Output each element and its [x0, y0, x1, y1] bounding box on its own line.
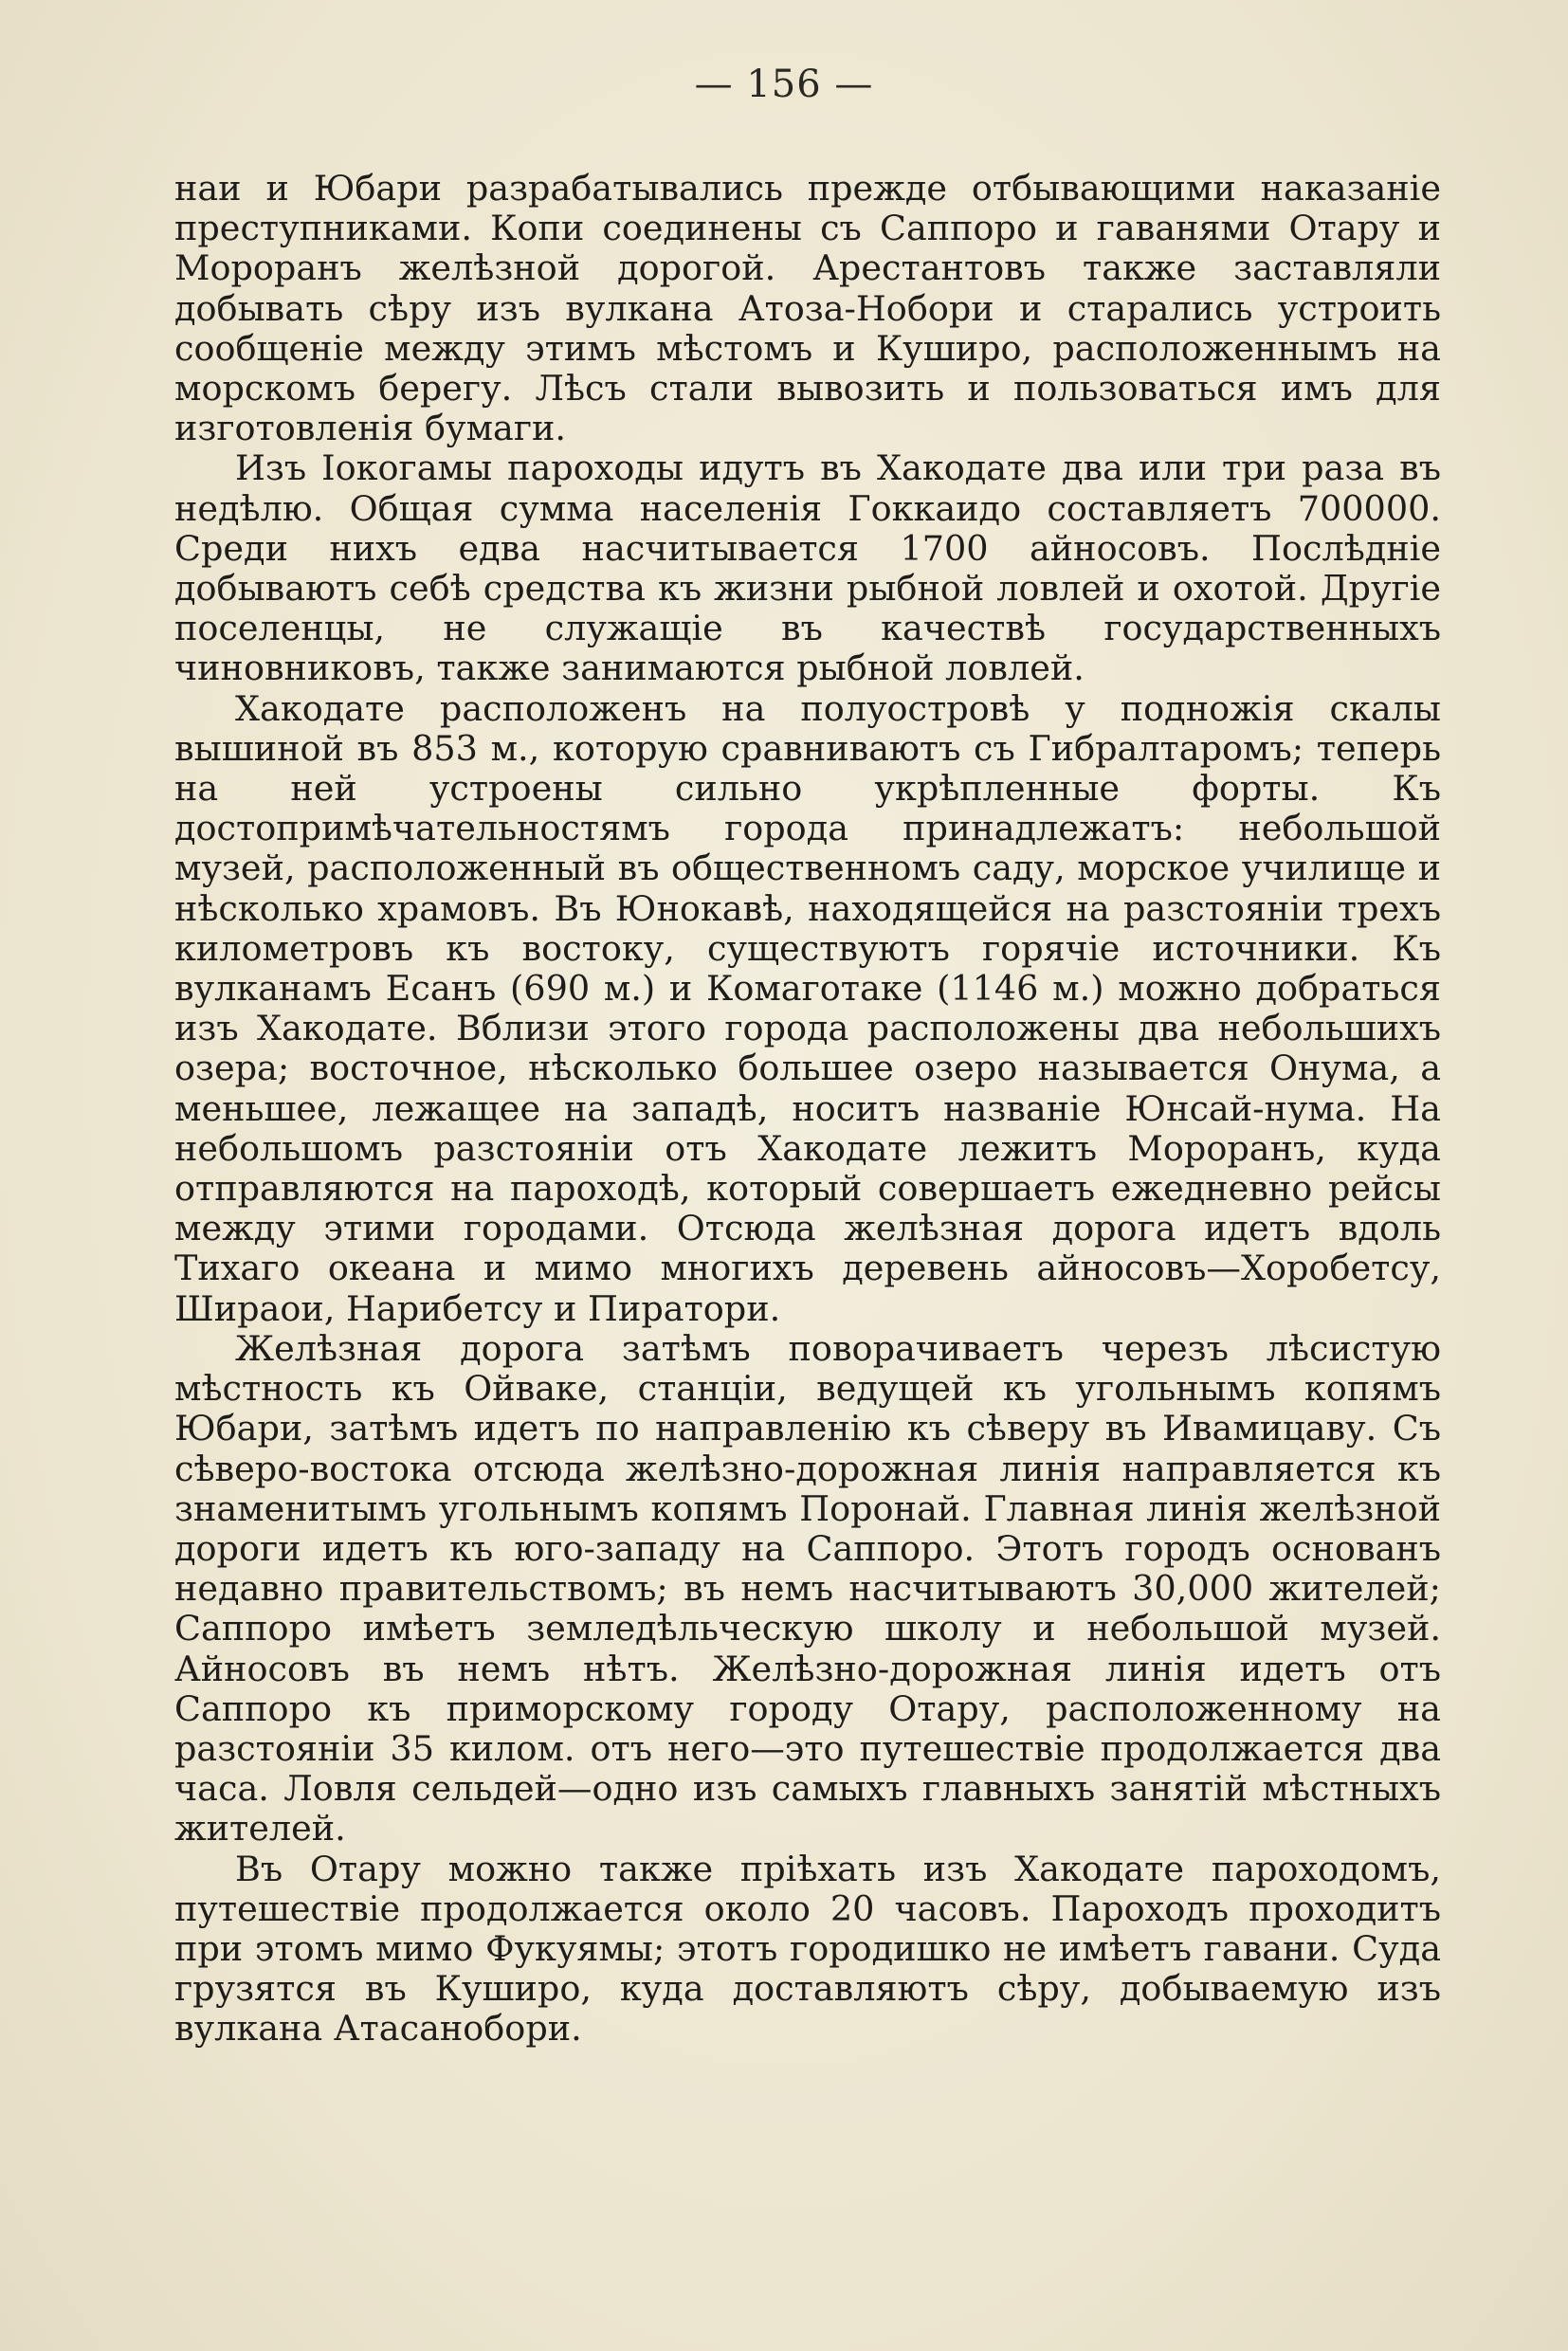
paragraph-5: Въ Отару можно также пріѣхать изъ Хакодате пароходомъ, путешествіе продолжается около 20 часовъ. Пароходъ проходитъ при этомъ мимо Фукуямы; этотъ городишко не имѣетъ гавани. Суда грузятся въ Куширо, куда доставляютъ сѣру, добываемую изъ вулкана Атасанобори. — [174, 1848, 1441, 2050]
page-number: — 156 — — [694, 63, 874, 106]
paragraph-2: Изъ Іокогамы пароходы идутъ въ Хакодате два или три раза въ недѣлю. Общая сумма населенія Гоккаидо составляетъ 700000. Среди нихъ едва насчитывается 1700 айносовъ. Послѣдніе добываютъ себѣ средства къ жизни рыбной ловлей и охотой. Другіе поселенцы, не служащіе въ качествѣ государственныхъ чиновниковъ, также занимаются рыбной ловлей. — [174, 447, 1441, 689]
paragraph-3: Хакодате расположенъ на полуостровѣ у подножія скалы вышиной въ 853 м., которую сравниваютъ съ Гибралтаромъ; теперь на ней устроены сильно укрѣпленные форты. Къ достопримѣчательностямъ города принадлежатъ: небольшой музей, расположенный въ общественномъ саду, морское училище и нѣсколько храмовъ. Въ Юнокавѣ, находящейся на разстояніи трехъ километровъ къ востоку, существуютъ горячіе источники. Къ вулканамъ Есанъ (690 м.) и Комаготаке (1146 м.) можно добраться изъ Хакодате. Вблизи этого города расположены два небольшихъ озера; восточное, нѣсколько большее озеро называется Онума, а меньшее, лежащее на западѣ, носитъ названіе Юнсай-нума. На небольшомъ разстояніи отъ Хакодате лежитъ Мороранъ, куда отправляются на пароходѣ, который совершаетъ ежедневно рейсы между этими городами. Отсюда желѣзная дорога идетъ вдоль Тихаго океана и мимо многихъ деревень айносовъ—Хоробетсу, Шираои, Нарибетсу и Пиратори. — [174, 687, 1441, 1329]
paragraph-1: наи и Юбари разрабатывались прежде отбывающими наказаніе преступниками. Копи соединены съ Саппоро и гаванями Отару и Мороранъ желѣзной дорогой. Арестантовъ также заставляли добывать сѣру изъ вулкана Атоза-Нобори и старались устроить сообщеніе между этимъ мѣстомъ и Куширо, расположеннымъ на морскомъ берегу. Лѣсъ стали вывозить и пользоваться имъ для изготовленія бумаги. — [174, 168, 1441, 449]
body-text — [174, 169, 1441, 2050]
paragraph-4: Желѣзная дорога затѣмъ поворачиваетъ черезъ лѣсистую мѣстность къ Ойваке, станціи, ведущей къ угольнымъ копямъ Юбари, затѣмъ идетъ по направленію къ сѣверу въ Ивамицаву. Съ сѣверо-востока отсюда желѣзно-дорожная линія направляется къ знаменитымъ угольнымъ копямъ Поронай. Главная линія желѣзной дороги идетъ къ юго-западу на Саппоро. Этотъ городъ основанъ недавно правительствомъ; въ немъ насчитываютъ 30,000 жителей; Саппоро имѣетъ земледѣльческую школу и небольшой музей. Айносовъ въ немъ нѣтъ. Желѣзно-дорожная линія идетъ отъ Саппоро къ приморскому городу Отару, расположенному на разстояніи 35 килом. отъ него—это путешествіе продолжается два часа. Ловля сельдей—одно изъ самыхъ главныхъ занятій мѣстныхъ жителей. — [174, 1327, 1441, 1850]
